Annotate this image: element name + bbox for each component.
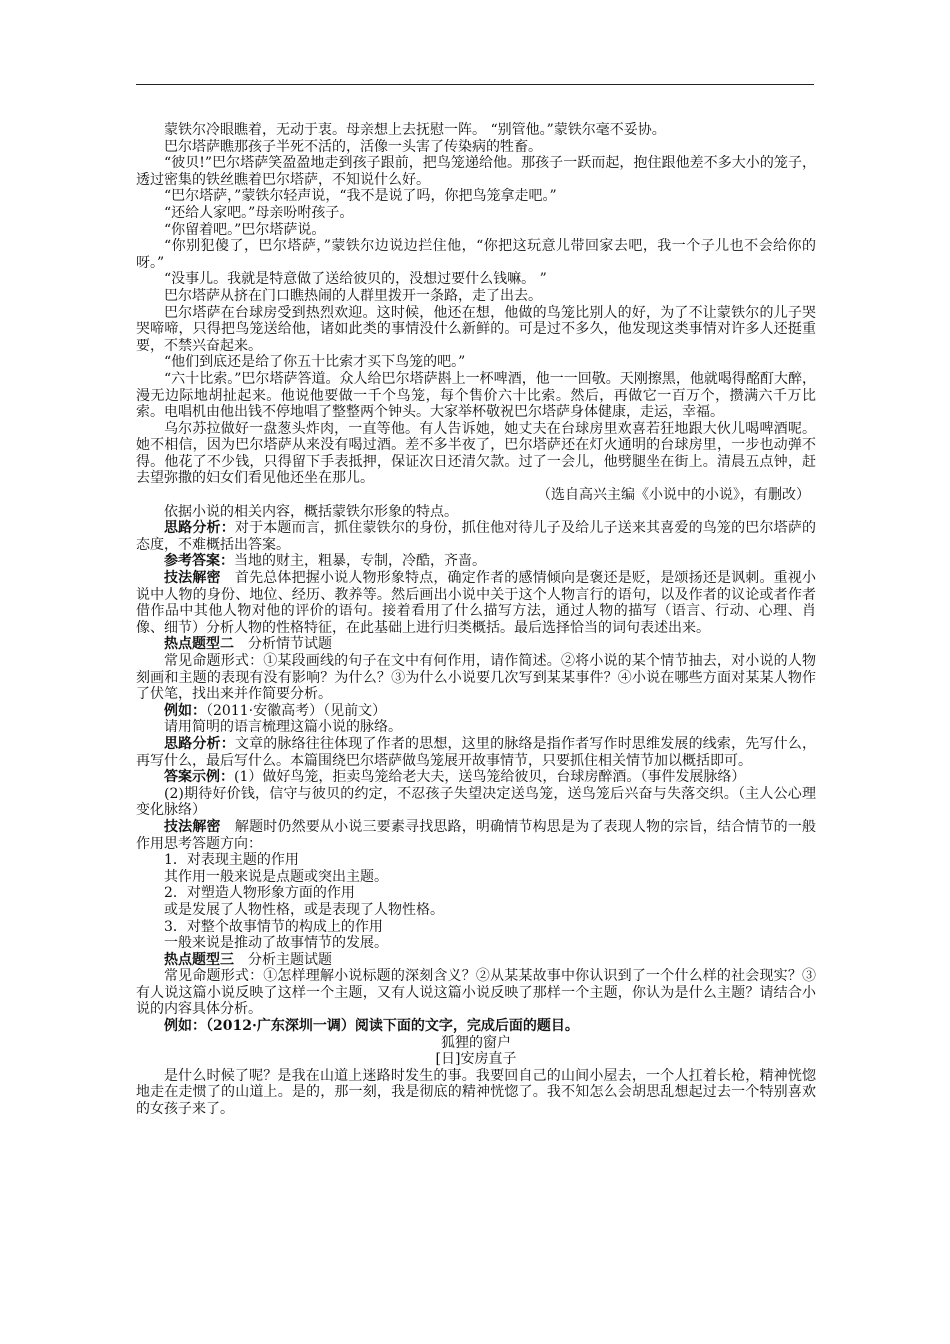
type2-point: 1．对表现主题的作用 xyxy=(164,852,299,869)
answer-label: 参考答案： xyxy=(164,553,234,570)
type2-point: 或是发展了人物性格，或是表现了人物性格。 xyxy=(164,901,444,918)
type2-technique xyxy=(136,819,816,852)
heading-text: 分析主题试题 xyxy=(234,951,332,968)
type2-point: 其作用一般来说是点题或突出主题。 xyxy=(164,868,388,885)
type3-forms: 常见命题形式：①怎样理解小说标题的深刻含义？②从某某故事中你认识到了一个什么样的社会现实？③有人说这篇小说反映了这样一个主题，又有人说这篇小说反映了那样一个主题，你认为是什么主题？请结合小说的内容具体分析。 xyxy=(136,968,816,1018)
story-paragraph: 巴尔塔萨在台球房受到热烈欢迎。这时候，他还在想，他做的鸟笼比别人的好，为了不让蒙铁尔的儿子哭哭啼啼，只得把鸟笼送给他，诸如此类的事情没什么新鲜的。可是过不多久，他发现这类事情对许多人还挺重要，不禁兴奋起来。 xyxy=(136,304,816,354)
type2-analysis xyxy=(136,736,816,769)
story-paragraph: “彼贝!”巴尔塔萨笑盈盈地走到孩子跟前，把鸟笼递给他。那孩子一跃而起，抱住跟他差不多大小的笼子，透过密集的铁丝瞧着巴尔塔萨，不知说什么好。 xyxy=(136,155,816,188)
story-paragraph: “没事儿。我就是特意做了送给彼贝的，没想过要什么钱嘛。 ” xyxy=(164,271,547,288)
q1-answer xyxy=(136,553,816,570)
analysis-text: 文章的脉络往往体现了作者的思想，这里的脉络是指作者写作时思维发展的线索，先写什么，再写什么，最后写什么。本篇围绕巴尔塔萨做鸟笼展开故事情节，只要抓住相关情节加以概括即可。 xyxy=(136,735,816,769)
technique-label: 技法解密 xyxy=(164,570,221,587)
passage-paragraph: 是什么时候了呢？是我在山道上迷路时发生的事。我要回自己的山间小屋去，一个人扛着长枪，精神恍惚地走在走惯了的山道上。是的，那一刻，我是彻底的精神恍惚了。我不知怎么会胡思乱想起过去一个特别喜欢的女孩子来了。 xyxy=(136,1067,816,1118)
technique-text: 首先总体把握小说人物形象特点，确定作者的感情倾向是褒还是贬，是颂扬还是讽刺。重视小说中人物的身份、地位、经历、教养等。然后画出小说中关于这个人物言行的语句，以及作者的议论或者作者借作品中其他人物对他的评价的语句。接着看用了什么描写方法，通过人物的描写（语言、行动、心理、肖像、细节）分析人物的性格特征，在此基础上进行归类概括。最后选择恰当的词句表述出来。 xyxy=(136,570,817,636)
section-heading-type2 xyxy=(136,636,816,653)
type2-question: 请用简明的语言梳理这篇小说的脉络。 xyxy=(164,719,402,736)
type2-point: 3．对整个故事情节的构成上的作用 xyxy=(164,918,383,935)
example-label: 例如： xyxy=(164,702,206,719)
answer-label: 答案示例： xyxy=(164,769,234,786)
passage-author: [日]安房直子 xyxy=(435,1051,517,1068)
type2-point: 2．对塑造人物形象方面的作用 xyxy=(164,885,355,902)
q1-question: 依据小说的相关内容，概括蒙铁尔形象的特点。 xyxy=(164,503,458,520)
type2-forms: 常见命题形式：①某段画线的句子在文中有何作用，请作简述。②将小说的某个情节抽去，对小说的人物刻画和主题的表现有没有影响？为什么？③为什么小说要几次写到某某事件？④小说在哪些方面对某某人物作了伏笔，找出来并作简要分析。 xyxy=(136,653,816,703)
document-body xyxy=(136,122,816,1118)
q1-technique xyxy=(136,570,816,636)
type2-answer-2: (2)期待好价钱，信守与彼贝的约定，不忍孩子失望决定送鸟笼，送鸟笼后兴奋与失落交织。（主人公心理变化脉络） xyxy=(136,785,816,819)
type2-example xyxy=(136,703,816,720)
heading-label: 热点题型三 xyxy=(164,951,234,968)
story-paragraph: 巴尔塔萨从挤在门口瞧热闹的人群里拨开一条路，走了出去。 xyxy=(164,287,542,304)
story-paragraph: “你留着吧。”巴尔塔萨说。 xyxy=(164,221,326,238)
answer-text: (1）做好鸟笼，拒卖鸟笼给老大夫，送鸟笼给彼贝，台球房醉酒。（事件发展脉络） xyxy=(234,769,746,786)
story-paragraph: 蒙铁尔冷眼瞧着，无动于衷。母亲想上去抚慰一阵。 “别管他。”蒙铁尔毫不妥协。 xyxy=(164,122,666,138)
heading-label: 热点题型二 xyxy=(164,636,234,653)
type3-example xyxy=(136,1018,816,1035)
story-paragraph: “巴尔塔萨，”蒙铁尔轻声说，“我不是说了吗，你把鸟笼拿走吧。” xyxy=(164,188,557,205)
technique-text: 解题时仍然要从小说三要素寻找思路，明确情节构思是为了表现人物的宗旨，结合情节的一般作用思考答题方向： xyxy=(136,818,817,852)
example-text: （2012·广东深圳一调）阅读下面的文字，完成后面的题目。 xyxy=(206,1018,579,1035)
source-citation: （选自高兴主编《小说中的小说》，有删改） xyxy=(537,487,810,504)
story-paragraph: “他们到底还是给了你五十比索才买下鸟笼的吧。” xyxy=(164,354,466,371)
analysis-text: 对于本题而言，抓住蒙铁尔的身份，抓住他对待儿子及给儿子送来其喜爱的鸟笼的巴尔塔萨的态度，不难概括出答案。 xyxy=(136,520,816,553)
section-heading-type3 xyxy=(136,952,816,969)
story-paragraph: 乌尔苏拉做好一盘葱头炸肉，一直等他。有人告诉她，她丈夫在台球房里欢喜若狂地跟大伙儿喝啤酒呢。她不相信，因为巴尔塔萨从来没有喝过酒。差不多半夜了，巴尔塔萨还在灯火通明的台球房里，一步也动弹不得。他花了不少钱，只得留下手表抵押，保证次日还清欠款。过了一会儿，他劈腿坐在街上。清晨五点钟，赶去望弥撒的妇女们看见他还坐在那儿。 xyxy=(136,420,816,487)
example-label: 例如： xyxy=(164,1018,206,1035)
example-text: （2011·安徽高考）（见前文） xyxy=(206,702,387,719)
header-rule xyxy=(136,84,814,85)
story-paragraph: “还给人家吧。”母亲吩咐孩子。 xyxy=(164,204,354,221)
story-paragraph: “六十比索。”巴尔塔萨答道。众人给巴尔塔萨斟上一杯啤酒，他一一回敬。天刚擦黑，他就喝得酩酊大醉，漫无边际地胡扯起来。他说他要做一千个鸟笼，每个售价六十比索。然后，再做它一百万个，攒满六千万比索。电唱机由他出钱不停地唱了整整两个钟头。大家举杯敬祝巴尔塔萨身体健康，走运，幸福。 xyxy=(136,370,816,421)
story-paragraph: “你别犯傻了，巴尔塔萨，”蒙铁尔边说边拦住他，“你把这玩意儿带回家去吧，我一个子儿也不会给你的呀。” xyxy=(136,238,816,271)
q1-analysis xyxy=(136,520,816,553)
passage-title: 狐狸的窗户 xyxy=(441,1034,511,1051)
heading-text: 分析情节试题 xyxy=(234,636,332,653)
type2-answer xyxy=(136,769,816,786)
technique-label: 技法解密 xyxy=(164,818,221,835)
story-paragraph: 巴尔塔萨瞧那孩子半死不活的，活像一头害了传染病的牲畜。 xyxy=(164,138,542,155)
type2-point: 一般来说是推动了故事情节的发展。 xyxy=(164,935,388,952)
answer-text: 当地的财主，粗暴，专制，冷酷，齐啬。 xyxy=(234,553,486,570)
analysis-label: 思路分析： xyxy=(164,735,235,752)
analysis-label: 思路分析： xyxy=(164,520,235,537)
